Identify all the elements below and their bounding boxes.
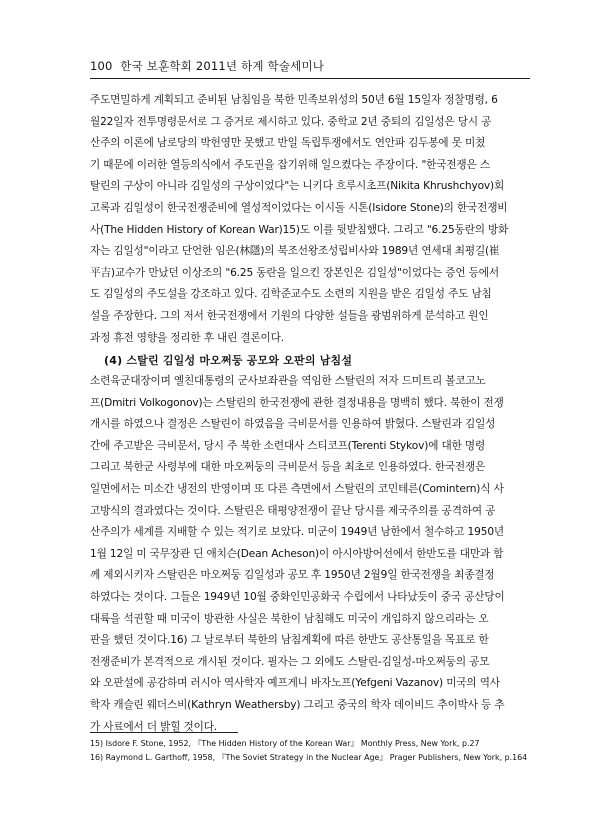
text-line: 월22일자 전투명령문서로 그 증거로 제시하고 있다. 중학교 2년 중퇴의 김일성은 당시 공: [90, 115, 492, 128]
text-line: 가 사료에서 더 밝힐 것이다.: [90, 720, 218, 733]
footnote-15: 15) Isdore F. Stone, 1952, 『The Hidden History of the Korean War』 Monthly Press, New York, p.27: [90, 739, 480, 748]
section-heading: (4) 스탈린 김일성 마오쩌둥 공모와 오판의 남침설: [104, 354, 353, 367]
page-number: 100: [90, 59, 113, 73]
text-line: 기 때문에 이러한 열등의식에서 주도권을 잡기위해 일으켰다는 주장이다. "한국전쟁은 스: [90, 158, 490, 171]
text-line: 께 제외시키자 스탈린은 마오쩌둥 김일성과 공모 후 1950년 2월9일 한국전쟁을 최종결정: [90, 569, 495, 582]
text-line: 프(Dmitri Volkogonov)는 스탈린의 한국전쟁에 관한 결정내용을 명백히 했다. 북한이 전쟁: [90, 396, 504, 409]
paragraph-1: [90, 90, 530, 349]
text-line: 平吉)교수가 만났던 이상조의 "6.25 동란을 일으킨 장본인은 김일성"이었다는 증언 등에서: [90, 266, 499, 279]
paragraph-2: [90, 371, 530, 738]
text-line: 설을 주장한다. 그의 저서 한국전쟁에서 기원의 다양한 설들을 광범위하게 분석하고 원인: [90, 309, 489, 322]
text-line: 탈린의 구상이 아니라 김일성의 구상이었다"는 니키다 흐루시초프(Nikita Khrushchyov)회: [90, 180, 505, 193]
footnotes: [90, 737, 530, 764]
text-line: 하였다는 것이다. 그들은 1949년 10월 중화인민공화국 수립에서 나타났듯이 중국 공산당이: [90, 590, 505, 603]
text-line: 일면에서는 미소간 냉전의 반영이며 또 다른 측면에서 스탈린의 코민테른(Comintern)식 사: [90, 482, 504, 495]
text-line: 사(The Hidden History of Korean War)15)도 이를 뒷받침했다. 그리고 "6.25동란의 방화: [90, 223, 509, 236]
text-line: 고방식의 결과였다는 것이다. 스탈린은 태평양전쟁이 끝난 당시를 제국주의를 공격하여 공: [90, 504, 496, 517]
text-line: 고록과 김일성이 한국전쟁준비에 열성적이었다는 이시돌 시톤(Isidore Stone)의 한국전쟁비: [90, 201, 508, 214]
text-line: 전쟁준비가 본격적으로 개시된 것이다. 필자는 그 외에도 스탈린-김일성-마오쩌둥의 공모: [90, 655, 490, 668]
text-line: 간에 주고받은 극비문서, 당시 주 북한 소련대사 스티코프(Terenti Stykov)에 대한 명령: [90, 439, 486, 452]
text-line: 도 김일성의 주도설을 강조하고 있다. 김학준교수도 소련의 지원을 받은 김일성 주도 남침: [90, 288, 492, 301]
text-line: 주도면밀하게 계획되고 준비된 남침임을 북한 민족보위성의 50년 6월 15일자 정찰명령, 6: [90, 94, 498, 106]
text-line: 산주의 이론에 남로당의 박헌영만 못했고 반일 독립투쟁에서도 연안파 김두봉에 못 미쳤: [90, 137, 486, 150]
text-line: 산주의가 세계를 지배할 수 있는 적기로 보았다. 미군이 1949년 남한에서 철수하고 1950년: [90, 526, 505, 539]
text-line: 대륙을 석권할 때 미국이 방관한 사실은 북한이 남침해도 미국이 개입하지 않으리라는 오: [90, 612, 489, 625]
text-line: 소련육군대장이며 옐친대통령의 군사보좌관을 역임한 스탈린의 저자 드미트리 볼코고노: [90, 375, 486, 387]
text-line: 과정 휴전 영향을 정리한 후 내린 결론이다.: [90, 331, 284, 344]
text-line: 판을 했던 것이다.16) 그 날로부터 북한의 남침계획에 따른 한반도 공산통일을 목표로 한: [90, 634, 489, 647]
header-rule: [90, 78, 530, 79]
text-line: 자는 김일성"이라고 단언한 임은(林隱)의 북조선왕조성립비사와 1989년 연세대 최평길(崔: [90, 245, 500, 258]
text-line: 그리고 북한군 사령부에 대한 마오쩌둥의 극비문서 등을 최초로 인용하였다. 한국전쟁은: [90, 461, 486, 474]
text-line: 개시를 하였으나 결정은 스탈린이 하였음을 극비문서를 인용하여 밝혔다. 스탈린과 김일성: [90, 418, 496, 431]
running-header: [90, 58, 324, 74]
text-line: 와 오판설에 공감하며 러시아 역사학자 예프게니 바자노프(Yefgeni Vazanov) 미국의 역사: [90, 677, 500, 690]
footnote-rule: [90, 732, 238, 733]
text-line: 학자 캐슬린 웨더스비(Kathryn Weathersby) 그리고 중국의 학자 데이비드 추이박사 등 추: [90, 698, 505, 711]
text-line: 1월 12일 미 국무장관 딘 애치슨(Dean Acheson)이 아시아방어선에서 한반도를 대만과 함: [90, 547, 504, 560]
header-title: 한국 보훈학회 2011년 하계 학술세미나: [120, 59, 325, 73]
footnote-16: 16) Raymond L. Garthoff, 1958, 『The Soviet Strategy in the Nuclear Age』 Prager Publishers, New York, p.164: [90, 752, 528, 762]
